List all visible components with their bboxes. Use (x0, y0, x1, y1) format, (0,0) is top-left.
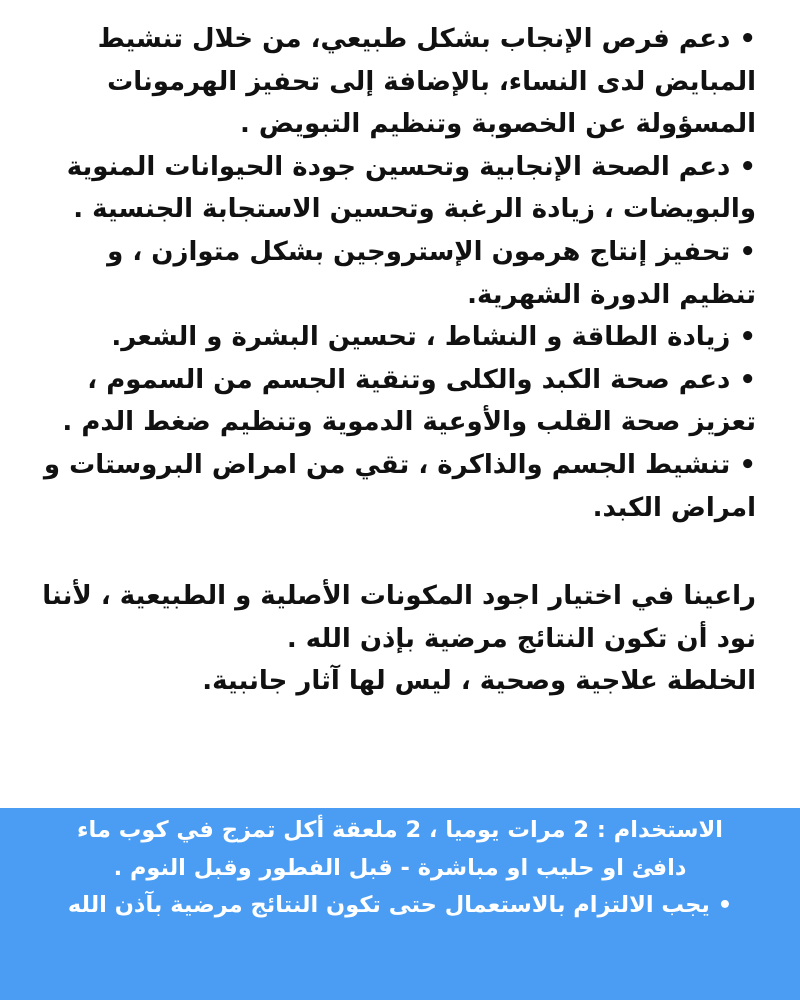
closing-statement (40, 575, 756, 703)
benefit-text: دعم فرص الإنجاب بشكل طبيعي، من خلال تنشيط المبايض لدى النساء، بالإضافة إلى تحفيز الهرمونات المسؤولة عن الخصوبة وتنظيم التبويض . (97, 24, 756, 140)
bullet-icon: • (739, 236, 756, 267)
benefit-text: دعم الصحة الإنجابية وتحسين جودة الحيوانات المنوية والبويضات ، زيادة الرغبة وتحسين الاستجابة الجنسية . (66, 151, 756, 225)
benefit-item-reproductive-health (40, 146, 756, 231)
benefit-item-liver-kidney (40, 359, 756, 444)
benefit-item-memory (40, 444, 756, 529)
usage-instructions-box (0, 808, 800, 1000)
benefit-item-fertility (40, 18, 756, 146)
bullet-icon: • (739, 364, 756, 395)
bullet-icon: • (739, 322, 756, 353)
benefit-item-estrogen (40, 231, 756, 316)
bullet-icon: • (739, 24, 756, 54)
benefit-text: دعم صحة الكبد والكلى وتنقية الجسم من السموم ، تعزيز صحة القلب والأوعية الدموية وتنظيم ضغط الدم . (62, 364, 756, 438)
spacer (40, 529, 756, 575)
closing-line-ingredients: راعينا في اختيار اجود المكونات الأصلية و الطبيعية ، لأننا نود أن تكون النتائج مرضية بإذن الله . (42, 581, 756, 654)
benefit-text: تحفيز إنتاج هرمون الإستروجين بشكل متوازن ، و تنظيم الدورة الشهرية. (107, 236, 756, 310)
benefit-text: تنشيط الجسم والذاكرة ، تقي من امراض البروستات و امراض الكبد. (43, 449, 756, 523)
bullet-icon: • (739, 449, 756, 480)
benefits-section (40, 18, 756, 703)
closing-line-no-side-effects: الخلطة علاجية وصحية ، ليس لها آثار جانبية. (202, 666, 756, 697)
usage-note: • يجب الالتزام بالاستعمال حتى تكون النتائج مرضية بآذن الله (67, 892, 733, 918)
benefit-item-energy (40, 316, 756, 359)
benefit-text: زيادة الطاقة و النشاط ، تحسين البشرة و الشعر. (111, 322, 731, 353)
bullet-icon: • (739, 151, 756, 182)
usage-text: الاستخدام : 2 مرات يوميا ، 2 ملعقة أكل تمزج في كوب ماء دافئ او حليب او مباشرة - قبل الفطور وقبل النوم . (77, 817, 723, 881)
